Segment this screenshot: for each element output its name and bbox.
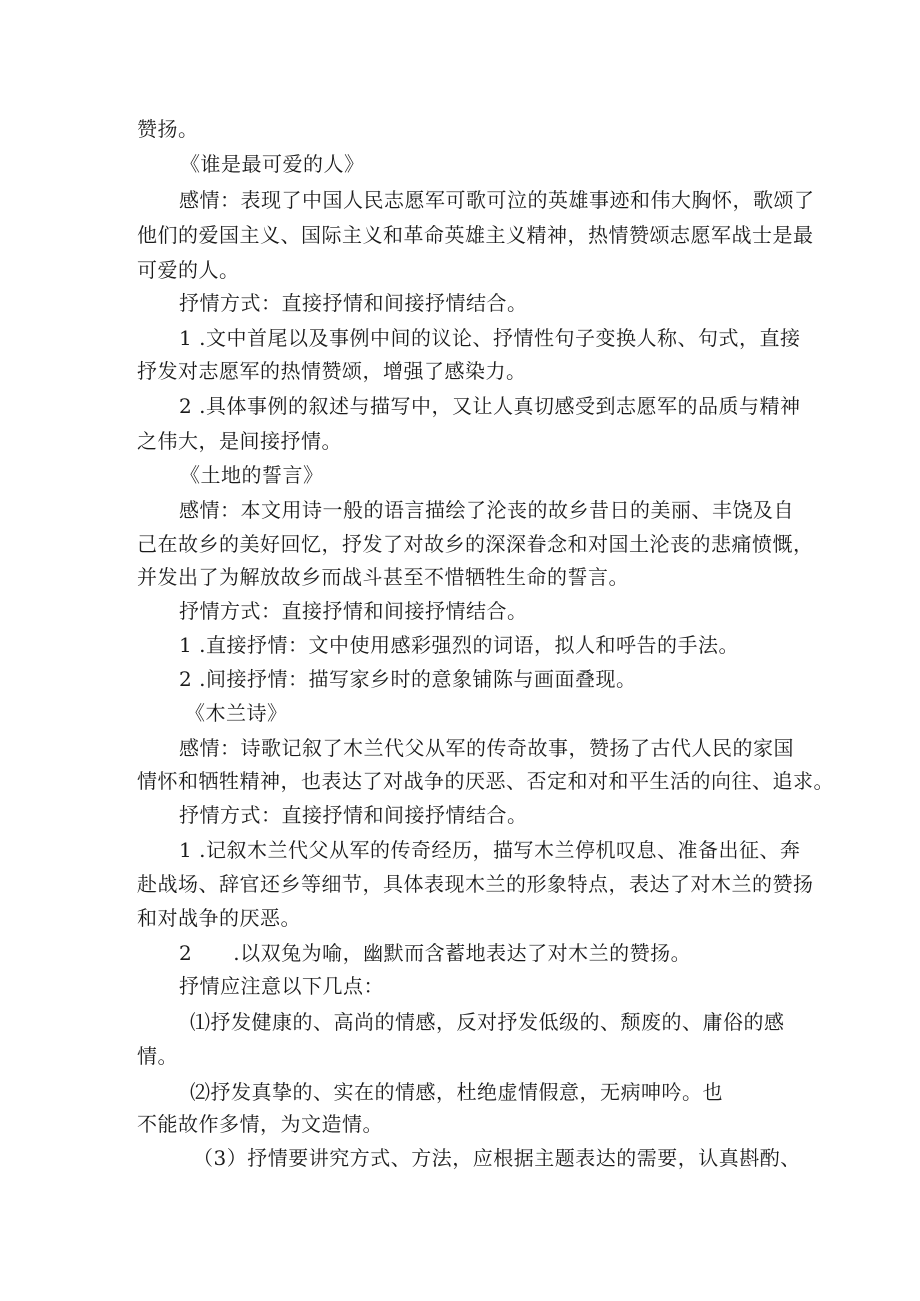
text-line: 1 .记叙木兰代父从军的传奇经历，描写木兰停机叹息、准备出征、奔 xyxy=(179,838,801,862)
section-title: 《土地的誓言》 xyxy=(180,463,324,487)
text-line: 情。 xyxy=(137,1044,178,1068)
text-line: 不能故作多情，为文造情。 xyxy=(137,1112,383,1136)
text-line: 1 .直接抒情：文中使用感彩强烈的词语，拟人和呼告的手法。 xyxy=(179,633,739,657)
text-line: 1 .文中首尾以及事例中间的议论、抒情性句子变换人称、句式，直接 xyxy=(179,326,801,350)
text-line: 感情：诗歌记叙了木兰代父从军的传奇故事，赞扬了古代人民的家国 xyxy=(179,736,794,760)
text-line: 他们的爱国主义、国际主义和革命英雄主义精神，热情赞颂志愿军战士是最 xyxy=(137,223,814,247)
text-line: 情怀和牺牲精神，也表达了对战争的厌恶、否定和对和平生活的向往、追求。 xyxy=(137,769,834,793)
text-line: 2 .以双兔为喻，幽默而含蓄地表达了对木兰的赞扬。 xyxy=(179,941,692,965)
text-line: 抒情方式：直接抒情和间接抒情结合。 xyxy=(179,291,528,315)
text-line: 并发出了为解放故乡而战斗甚至不惜牺牲生命的誓言。 xyxy=(137,565,629,589)
text-line: 之伟大，是间接抒情。 xyxy=(137,429,342,453)
text-line: （3）抒情要讲究方式、方法，应根据主题表达的需要，认真斟酌、 xyxy=(193,1146,801,1170)
text-line: ⑴抒发健康的、高尚的情感，反对抒发低级的、颓废的、庸俗的感 xyxy=(190,1010,785,1034)
text-line: 感情：本文用诗一般的语言描绘了沦丧的故乡昔日的美丽、丰饶及自 xyxy=(179,498,794,522)
text-line: 和对战争的厌恶。 xyxy=(137,906,301,930)
text-line: 感情：表现了中国人民志愿军可歌可泣的英雄事迹和伟大胸怀，歌颂了 xyxy=(179,188,815,212)
text-line: ⑵抒发真挚的、实在的情感，杜绝虚情假意，无病呻吟。也 xyxy=(190,1080,723,1104)
text-line: 抒情方式：直接抒情和间接抒情结合。 xyxy=(179,599,528,623)
text-line: 己在故乡的美好回忆，抒发了对故乡的深深眷念和对国土沦丧的悲痛愤慨， xyxy=(137,532,814,556)
text-line: 2 .间接抒情：描写家乡时的意象铺陈与画面叠现。 xyxy=(179,667,637,691)
section-title: 《谁是最可爱的人》 xyxy=(180,152,365,176)
text-line: 赴战场、辞官还乡等细节，具体表现木兰的形象特点，表达了对木兰的赞扬 xyxy=(137,872,814,896)
section-title: 《木兰诗》 xyxy=(185,701,288,725)
text-line: 赞扬。 xyxy=(137,117,199,141)
text-line: 可爱的人。 xyxy=(137,258,240,282)
text-line: 2 .具体事例的叙述与描写中，又让人真切感受到志愿军的品质与精神 xyxy=(179,394,801,418)
text-line: 抒发对志愿军的热情赞颂，增强了感染力。 xyxy=(137,359,527,383)
text-line: 抒情方式：直接抒情和间接抒情结合。 xyxy=(179,803,528,827)
text-line: 抒情应注意以下几点： xyxy=(179,974,384,998)
